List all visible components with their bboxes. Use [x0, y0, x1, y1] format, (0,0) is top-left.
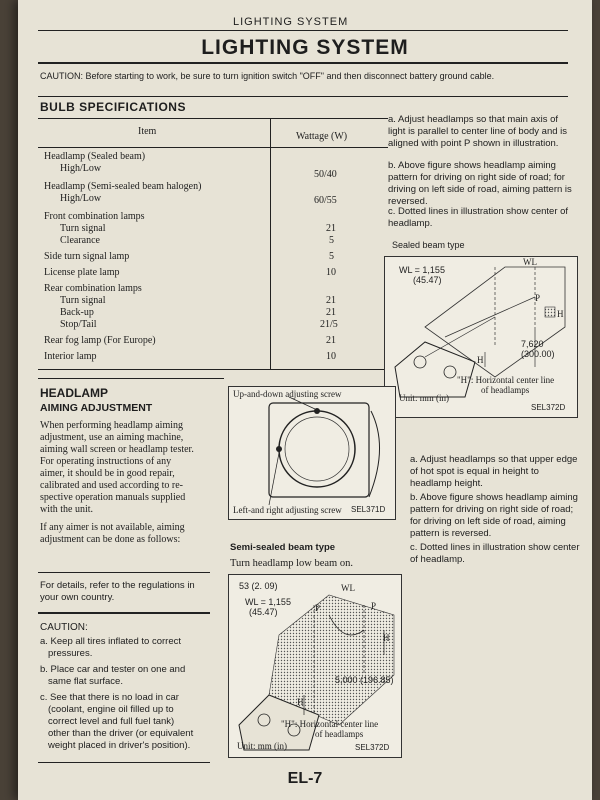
- table-row-item: License plate lamp: [44, 267, 120, 278]
- table-row-item: Clearance: [60, 235, 100, 246]
- manual-page: [18, 0, 592, 800]
- table-row-item: Turn signal: [60, 223, 106, 234]
- table-row-watt: 21: [326, 223, 336, 234]
- headlamp-rule: [38, 378, 224, 379]
- table-row-item: High/Low: [60, 193, 102, 204]
- header-rule: [38, 30, 568, 31]
- semi-wl-mark: WL: [341, 583, 355, 593]
- table-row-watt: 21: [326, 335, 336, 346]
- page-number: EL-7: [287, 770, 323, 787]
- adjusting-screw-diagram: [229, 387, 395, 519]
- semi-wl-label: WL = 1,155: [245, 597, 291, 607]
- text-line: aimer, it should be in good repair,: [40, 468, 175, 479]
- text-line: spective operation manuals supplied: [40, 492, 186, 503]
- sealed-unit: Unit: mm (in): [399, 393, 449, 403]
- text-line: For details, refer to the regulations in: [40, 580, 195, 591]
- text-line: adjustment, use an aiming machine,: [40, 432, 184, 443]
- bulb-spec-heading: BULB SPECIFICATIONS: [40, 100, 186, 114]
- table-row-watt: 21: [326, 307, 336, 318]
- left-right-screw-label: Left-and right adjusting screw: [233, 505, 342, 515]
- caution-battery: CAUTION: Before starting to work, be sure to turn ignition switch "OFF" and then disconnect battery ground cable.: [40, 71, 495, 81]
- table-row-item: Rear combination lamps: [44, 283, 142, 294]
- caution-rule: [38, 96, 568, 97]
- caution-items: [40, 636, 212, 752]
- caution-rule-bottom: [38, 762, 210, 763]
- table-row-item: Side turn signal lamp: [44, 251, 130, 262]
- text-line: (coolant, engine oil filled up to: [48, 704, 174, 715]
- text-line: weight placed in driver's position).: [48, 740, 191, 751]
- semi-unit: Unit: mm (in): [237, 741, 287, 751]
- col-wattage-header: Wattage (W): [296, 131, 348, 142]
- semi-fig-code: SEL372D: [355, 743, 390, 752]
- text-line: c. See that there is no load in car: [40, 692, 179, 703]
- text-line: For operating instructions of any: [40, 456, 172, 467]
- sealed-p-mark: P: [535, 293, 541, 303]
- table-row-watt: 50/40: [314, 169, 337, 180]
- semi-dim-53: 53 (2. 09): [239, 581, 278, 591]
- note-b-top: b. Above figure shows headlamp aiming pattern for driving on right side of road; for driving on left side of road, aiming pattern is reversed.: [388, 160, 572, 207]
- text-line: aiming wall screen or headlamp tester.: [40, 444, 194, 455]
- sealed-beam-figure: [384, 256, 578, 418]
- semi-h-mark-2: H: [297, 697, 304, 707]
- sealed-wl-mark: WL: [523, 257, 537, 267]
- table-row-watt: 10: [326, 351, 336, 362]
- table-row-item: Interior lamp: [44, 351, 97, 362]
- note-c-bottom: c. Dotted lines in illustration show center of headlamp.: [410, 542, 580, 565]
- semi-sealed-caption: Semi-sealed beam type: [230, 542, 336, 553]
- text-line: When performing headlamp aiming: [40, 420, 184, 431]
- semi-p-mark-2: P: [371, 601, 377, 611]
- screw-fig-code: SEL371D: [351, 505, 386, 514]
- text-line: pressures.: [48, 648, 93, 659]
- note-b-bottom: b. Above figure shows headlamp aiming pattern for driving on right side of road; for driving on left side of road, aiming pattern is reversed.: [410, 492, 578, 539]
- sealed-distance: 7,620: [521, 339, 544, 349]
- sealed-h-note-2: of headlamps: [481, 385, 530, 395]
- sealed-distance-inch: (300.00): [521, 349, 555, 359]
- table-divider: [270, 119, 271, 369]
- caution-heading: CAUTION:: [40, 622, 88, 633]
- semi-h-note: "H": Horizontal center line: [281, 719, 379, 729]
- semi-p-mark: P: [315, 603, 321, 613]
- sealed-wl-label: WL = 1,155: [399, 265, 445, 275]
- table-row-watt: 21: [326, 295, 336, 306]
- semi-h-note-2: of headlamps: [315, 729, 364, 739]
- title-rule: [38, 62, 568, 64]
- sealed-beam-caption: Sealed beam type: [392, 240, 465, 250]
- table-row-watt: 21/5: [320, 319, 338, 330]
- details-rule-bottom: [38, 612, 210, 614]
- up-down-screw-label: Up-and-down adjusting screw: [233, 389, 342, 399]
- text-line: calibrated and used according to re-: [40, 480, 183, 491]
- table-row-item: Headlamp (Semi-sealed beam halogen): [44, 181, 202, 192]
- details-rule-top: [38, 572, 210, 573]
- table-row-watt: 5: [329, 251, 334, 262]
- sealed-h-mark-2: H: [477, 355, 484, 365]
- table-row-item: Headlamp (Sealed beam): [44, 151, 146, 162]
- table-row-item: Front combination lamps: [44, 211, 145, 222]
- semi-wl-inch: (45.47): [249, 607, 278, 617]
- table-row-watt: 5: [329, 235, 334, 246]
- text-line: a. Keep all tires inflated to correct: [40, 636, 181, 647]
- table-row-item: High/Low: [60, 163, 102, 174]
- col-item-header: Item: [138, 126, 157, 137]
- note-a-bottom: a. Adjust headlamps so that upper edge of hot spot is equal in height to headlamp height.: [410, 454, 578, 489]
- table-row-item: Rear fog lamp (For Europe): [44, 335, 156, 346]
- text-line: with the unit.: [40, 504, 94, 515]
- note-a-top: a. Adjust headlamps so that main axis of light is parallel to center line of body and is aligned with point P shown in illustration.: [388, 114, 568, 149]
- table-row-item: Stop/Tail: [60, 319, 97, 330]
- semi-distance: 5,000 (196.85): [335, 675, 394, 685]
- bulb-spec-table: [38, 118, 388, 370]
- text-line: your own country.: [40, 592, 115, 603]
- table-row-item: Back-up: [60, 307, 94, 318]
- semi-h-mark: H: [383, 633, 390, 643]
- table-row-watt: 10: [326, 267, 336, 278]
- aiming-paragraph-2: [40, 522, 225, 546]
- adjusting-screw-figure: [228, 386, 396, 520]
- text-line: correct level and full fuel tank): [48, 716, 175, 727]
- text-line: adjustment can be done as follows:: [40, 534, 181, 545]
- headlamp-heading: HEADLAMP: [40, 386, 108, 400]
- semi-sealed-figure: [228, 574, 402, 758]
- details-note: [40, 580, 212, 604]
- text-line: same flat surface.: [48, 676, 123, 687]
- sealed-h-mark: H: [557, 309, 564, 319]
- table-row-watt: 60/55: [314, 195, 337, 206]
- text-line: other than the driver (or equivalent: [48, 728, 194, 739]
- aiming-adjustment-heading: AIMING ADJUSTMENT: [40, 402, 153, 414]
- aiming-paragraph-1: [40, 420, 225, 516]
- text-line: b. Place car and tester on one and: [40, 664, 186, 675]
- table-row-item: Turn signal: [60, 295, 106, 306]
- page-title: LIGHTING SYSTEM: [201, 36, 409, 59]
- low-beam-instruction: Turn headlamp low beam on.: [230, 558, 353, 569]
- note-c-top: c. Dotted lines in illustration show center of headlamp.: [388, 206, 569, 229]
- sealed-wl-inch: (45.47): [413, 275, 442, 285]
- running-header: LIGHTING SYSTEM: [233, 16, 349, 28]
- text-line: If any aimer is not available, aiming: [40, 522, 185, 533]
- sealed-fig-code: SEL372D: [531, 403, 566, 412]
- sealed-h-note: "H": Horizontal center line: [457, 375, 555, 385]
